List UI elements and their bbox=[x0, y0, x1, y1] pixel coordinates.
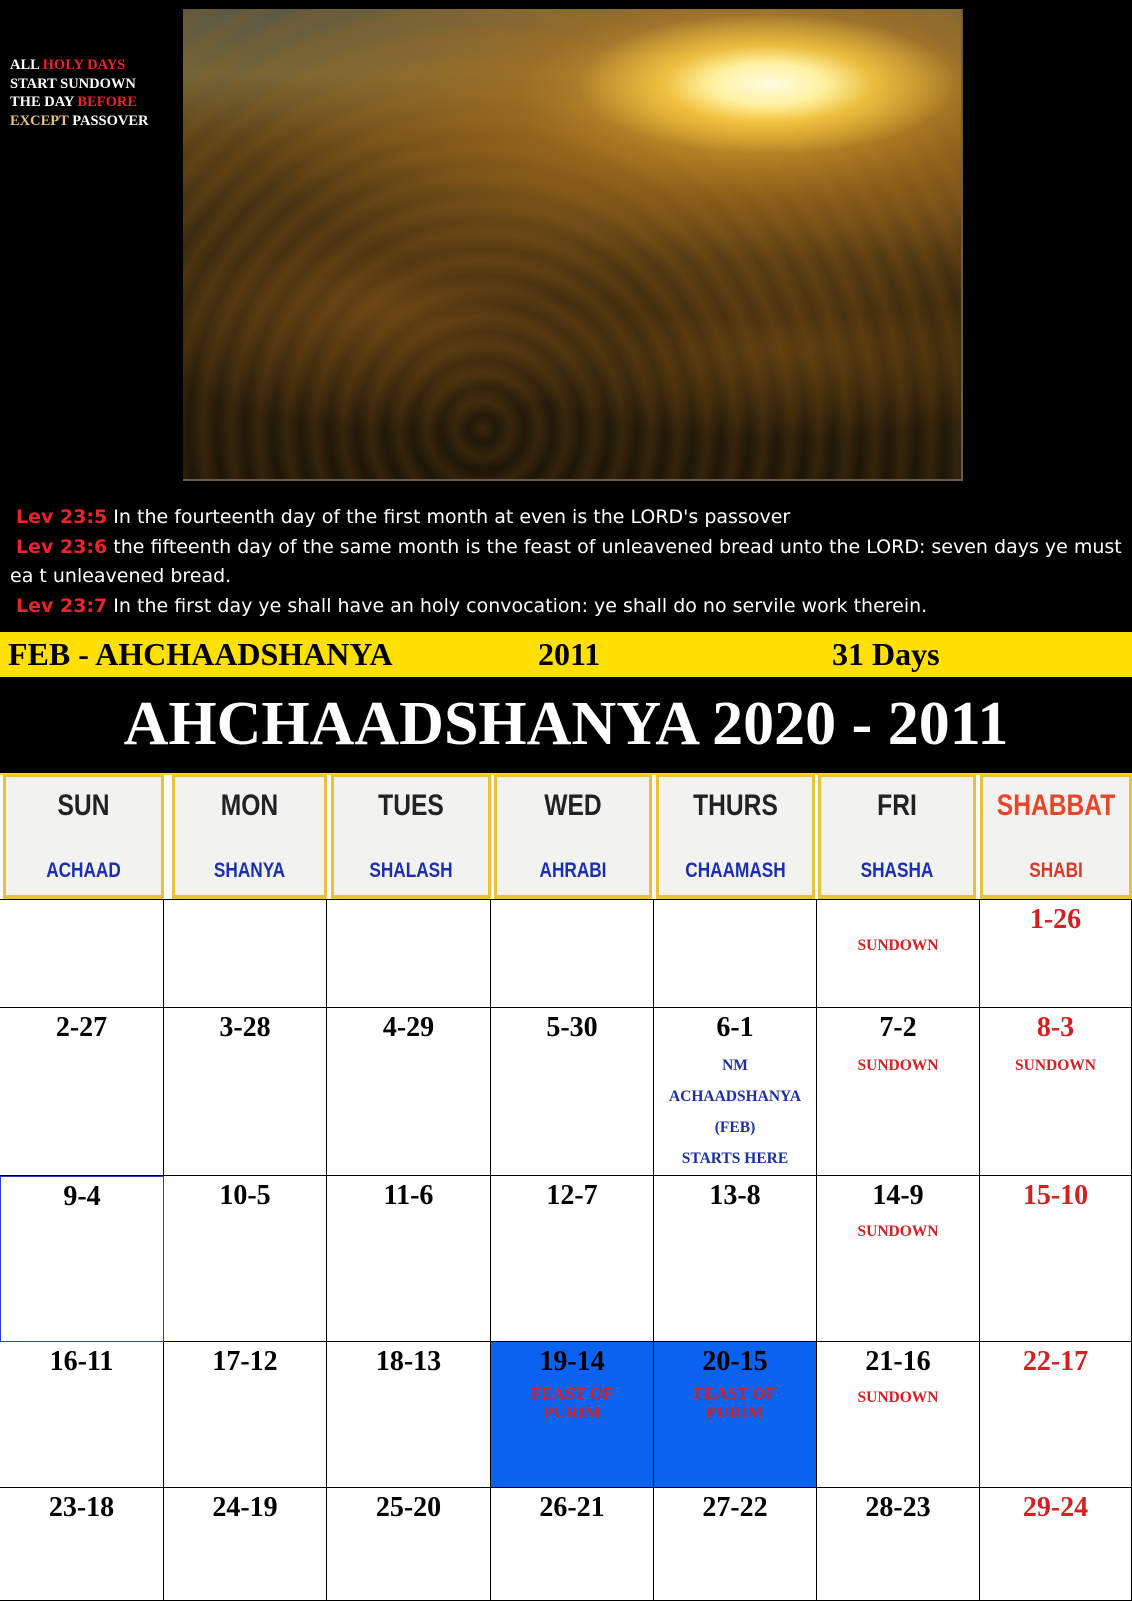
header-panel bbox=[0, 0, 1132, 632]
empty-day-cell bbox=[654, 900, 817, 1008]
day-number: 15-10 bbox=[1022, 1180, 1089, 1211]
calendar-day-cell bbox=[327, 1176, 491, 1342]
day-number: 29-24 bbox=[1022, 1492, 1089, 1523]
day-number: 8-3 bbox=[1036, 1012, 1075, 1043]
calendar-day-cell bbox=[491, 1342, 654, 1488]
weekday-hebrew: SHANYA bbox=[213, 859, 286, 882]
calendar-day-cell bbox=[817, 1008, 980, 1176]
calendar-day-cell bbox=[817, 1176, 980, 1342]
month-name: FEB - AHCHAADSHANYA bbox=[8, 636, 393, 672]
calendar-day-cell bbox=[980, 1488, 1132, 1601]
month-day-count: 31 Days bbox=[832, 636, 940, 672]
empty-day-cell bbox=[817, 900, 980, 1008]
calendar-day-cell bbox=[0, 1342, 164, 1488]
weekday-header-mon bbox=[172, 775, 327, 899]
weekday-english: SHABBAT bbox=[996, 789, 1116, 822]
calendar-day-cell bbox=[327, 1008, 491, 1176]
verse-ref: Lev 23:5 bbox=[16, 506, 108, 528]
weekday-hebrew: SHALASH bbox=[369, 859, 453, 882]
verse-text: In the fourteenth day of the first month at even is the LORD's passover bbox=[107, 506, 791, 528]
calendar-day-cell bbox=[491, 1176, 654, 1342]
day-number: 10-5 bbox=[219, 1180, 271, 1211]
day-number: 4-29 bbox=[382, 1012, 435, 1043]
calendar-day-cell bbox=[0, 1488, 164, 1601]
calendar-day-cell bbox=[164, 1342, 327, 1488]
weekday-hebrew: SHASHA bbox=[860, 859, 934, 882]
day-number: 6-1 bbox=[716, 1012, 754, 1043]
day-number: 22-17 bbox=[1022, 1346, 1089, 1377]
notice-text: ALL bbox=[10, 57, 43, 73]
calendar-day-cell bbox=[980, 1176, 1132, 1342]
day-number: 24-19 bbox=[212, 1492, 278, 1523]
weekday-hebrew: ACHAAD bbox=[46, 859, 121, 882]
calendar-grid bbox=[0, 899, 1132, 1601]
verse-text: In the first day ye shall have an holy convocation: ye shall do no servile work therein. bbox=[107, 594, 928, 617]
empty-day-cell bbox=[0, 900, 164, 1008]
day-number: 25-20 bbox=[375, 1492, 442, 1523]
verse-line bbox=[10, 503, 1132, 533]
weekday-english: SUN bbox=[57, 789, 110, 822]
day-number: 1-26 bbox=[1029, 904, 1082, 935]
empty-day-cell bbox=[327, 900, 491, 1008]
calendar-title-bar bbox=[0, 677, 1132, 775]
notice-text: START SUNDOWN bbox=[10, 75, 136, 92]
calendar-day-cell bbox=[491, 1488, 654, 1601]
new-month-note: (FEB) bbox=[714, 1119, 756, 1136]
calendar-day-cell bbox=[654, 1488, 817, 1601]
calendar-day-cell bbox=[164, 1008, 327, 1176]
sunset-clouds-photo bbox=[183, 9, 963, 481]
sundown-label: SUNDOWN bbox=[857, 1057, 939, 1074]
weekday-english: TUES bbox=[378, 789, 444, 822]
notice-text: HOLY DAYS bbox=[42, 57, 126, 73]
weekday-english: WED bbox=[544, 789, 602, 822]
day-number: 28-23 bbox=[865, 1492, 931, 1523]
weekday-hebrew: AHRABI bbox=[539, 859, 607, 882]
calendar-day-cell bbox=[980, 1008, 1132, 1176]
day-number: 7-2 bbox=[879, 1012, 917, 1043]
calendar-day-cell bbox=[0, 1176, 164, 1342]
weekday-header-thurs bbox=[656, 775, 815, 899]
calendar-day-cell bbox=[164, 1488, 327, 1601]
sundown-label: SUNDOWN bbox=[857, 937, 939, 954]
day-number: 21-16 bbox=[865, 1346, 931, 1377]
month-year: 2011 bbox=[538, 636, 601, 672]
purim-label: FEAST OF bbox=[693, 1384, 777, 1403]
day-number: 26-21 bbox=[539, 1492, 605, 1523]
calendar-day-cell bbox=[654, 1176, 817, 1342]
day-number: 14-9 bbox=[872, 1180, 924, 1211]
day-number: 19-14 bbox=[539, 1346, 605, 1377]
notice-text: EXCEPT bbox=[10, 112, 69, 129]
weekday-english: FRI bbox=[877, 789, 917, 822]
day-number: 5-30 bbox=[546, 1012, 598, 1043]
holy-days-notice bbox=[10, 56, 148, 130]
verse-line bbox=[10, 533, 1132, 592]
weekday-hebrew: SHABI bbox=[1029, 859, 1083, 882]
weekday-header-shabbat bbox=[980, 775, 1132, 899]
day-number: 11-6 bbox=[383, 1180, 434, 1211]
day-number: 13-8 bbox=[709, 1180, 761, 1211]
month-banner bbox=[0, 632, 1132, 677]
empty-day-cell bbox=[491, 900, 654, 1008]
notice-text: THE DAY bbox=[10, 94, 78, 110]
weekday-english: THURS bbox=[693, 789, 778, 822]
calendar-day-cell bbox=[164, 1176, 327, 1342]
empty-day-cell bbox=[164, 900, 327, 1008]
new-month-note: NM bbox=[722, 1057, 748, 1074]
verse-ref: Lev 23:6 bbox=[16, 535, 108, 558]
calendar-day-cell bbox=[817, 1488, 980, 1601]
calendar-day-cell bbox=[817, 1342, 980, 1488]
calendar-day-cell bbox=[0, 1008, 164, 1176]
calendar-day-cell bbox=[327, 1488, 491, 1601]
scripture-verses bbox=[10, 503, 1132, 621]
calendar-day-cell bbox=[491, 1008, 654, 1176]
weekday-header-tues bbox=[331, 775, 491, 899]
day-number: 9-4 bbox=[63, 1181, 101, 1212]
sundown-label: SUNDOWN bbox=[857, 1389, 939, 1406]
weekday-hebrew: CHAAMASH bbox=[685, 859, 786, 882]
weekday-english: MON bbox=[220, 789, 279, 822]
purim-label: PURIM bbox=[543, 1403, 601, 1422]
day-number: 27-22 bbox=[702, 1492, 768, 1523]
calendar-day-cell bbox=[654, 1342, 817, 1488]
verse-ref: Lev 23:7 bbox=[16, 594, 108, 617]
sundown-label: SUNDOWN bbox=[1015, 1057, 1096, 1074]
purim-label: PURIM bbox=[706, 1403, 764, 1422]
weekday-header-sun bbox=[3, 775, 164, 899]
sundown-label: SUNDOWN bbox=[857, 1223, 939, 1240]
notice-text: PASSOVER bbox=[68, 112, 149, 129]
verse-line bbox=[10, 592, 1132, 622]
calendar-title: AHCHAADSHANYA 2020 - 2011 bbox=[123, 690, 1009, 758]
weekday-header-fri bbox=[818, 775, 976, 899]
calendar-day-cell bbox=[980, 1342, 1132, 1488]
weekday-header-wed bbox=[494, 775, 652, 899]
day-number: 17-12 bbox=[212, 1346, 278, 1377]
day-number: 23-18 bbox=[48, 1492, 115, 1523]
purim-label: FEAST OF bbox=[530, 1384, 614, 1403]
day-number: 20-15 bbox=[702, 1346, 768, 1377]
day-number: 12-7 bbox=[546, 1180, 598, 1211]
verse-text: the fifteenth day of the same month is the feast of unleavened bread unto the LORD: seven days ye must bbox=[107, 535, 1122, 558]
day-number: 18-13 bbox=[375, 1346, 442, 1377]
notice-text: BEFORE bbox=[77, 94, 138, 110]
day-number: 2-27 bbox=[55, 1012, 108, 1043]
calendar-day-cell bbox=[327, 1342, 491, 1488]
day-number: 16-11 bbox=[49, 1346, 114, 1377]
calendar-day-cell bbox=[654, 1008, 817, 1176]
verse-text: ea t unleavened bread. bbox=[10, 565, 232, 587]
new-month-note: STARTS HERE bbox=[681, 1150, 789, 1167]
calendar-day-cell bbox=[980, 900, 1132, 1008]
new-month-note: ACHAADSHANYA bbox=[668, 1088, 802, 1105]
day-number: 3-28 bbox=[219, 1012, 271, 1043]
